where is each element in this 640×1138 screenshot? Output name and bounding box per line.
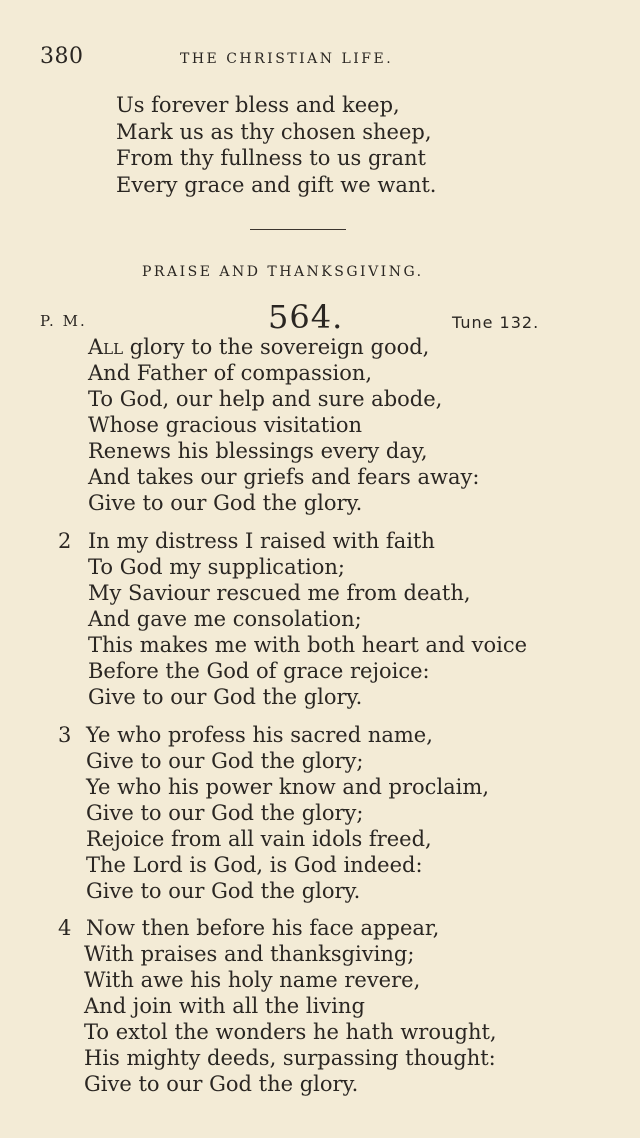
previous-hymn-line: Every grace and gift we want.: [116, 173, 437, 197]
stanza-line: [88, 334, 429, 360]
previous-hymn-line: Us forever bless and keep,: [116, 93, 400, 117]
stanza-line: Give to our God the glory;: [86, 801, 364, 825]
stanza-line: Whose gracious visitation: [88, 413, 363, 437]
running-title: THE CHRISTIAN LIFE.: [180, 51, 394, 67]
stanza-line: Before the God of grace rejoice:: [88, 659, 430, 683]
previous-hymn-line: Mark us as thy chosen sheep,: [116, 120, 432, 144]
stanza-line: To God my supplication;: [88, 555, 345, 579]
stanza-line: To extol the wonders he hath wrought,: [84, 1020, 497, 1044]
stanza-line: And Father of compassion,: [88, 361, 373, 385]
stanza-line: With praises and thanksgiving;: [84, 942, 415, 966]
stanza-number: 2: [58, 529, 72, 553]
stanza-line: His mighty deeds, surpassing thought:: [84, 1046, 496, 1070]
page-number: 380: [40, 44, 84, 69]
stanza-line: Ye who his power know and proclaim,: [86, 775, 489, 799]
stanza-line: Give to our God the glory;: [86, 749, 364, 773]
stanza-line: Renews his blessings every day,: [88, 439, 428, 463]
stanza-line: With awe his holy name revere,: [84, 968, 421, 992]
hymn-meter: P. M.: [40, 312, 87, 330]
hymn-number: 564.: [268, 298, 344, 336]
stanza-line: Give to our God the glory.: [88, 685, 363, 709]
stanza-line: Give to our God the glory.: [84, 1072, 359, 1096]
stanza-line: And takes our griefs and fears away:: [88, 465, 480, 489]
stanza-line: And join with all the living: [84, 994, 365, 1018]
stanza-line: In my distress I raised with faith: [88, 529, 435, 553]
stanza-line: Rejoice from all vain idols freed,: [86, 827, 432, 851]
first-word: All: [88, 335, 124, 359]
section-title: PRAISE AND THANKSGIVING.: [142, 264, 424, 280]
stanza-line: Now then before his face appear,: [86, 916, 440, 940]
stanza-number: 4: [58, 916, 72, 940]
hymn-tune: Tune 132.: [452, 313, 540, 332]
stanza-line: This makes me with both heart and voice: [88, 633, 528, 657]
stanza-line: Give to our God the glory.: [86, 879, 361, 903]
stanza-line-text: glory to the sovereign good,: [123, 335, 430, 359]
stanza-line: Give to our God the glory.: [88, 491, 363, 515]
previous-hymn-line: From thy fullness to us grant: [116, 146, 426, 170]
page-header: [40, 44, 580, 74]
stanza-line: Ye who profess his sacred name,: [86, 723, 433, 747]
stanza-line: To God, our help and sure abode,: [88, 387, 443, 411]
stanza-line: My Saviour rescued me from death,: [88, 581, 471, 605]
section-divider: [250, 229, 346, 230]
stanza-line: And gave me consolation;: [88, 607, 362, 631]
stanza-line: The Lord is God, is God indeed:: [86, 853, 423, 877]
stanza-number: 3: [58, 723, 72, 747]
